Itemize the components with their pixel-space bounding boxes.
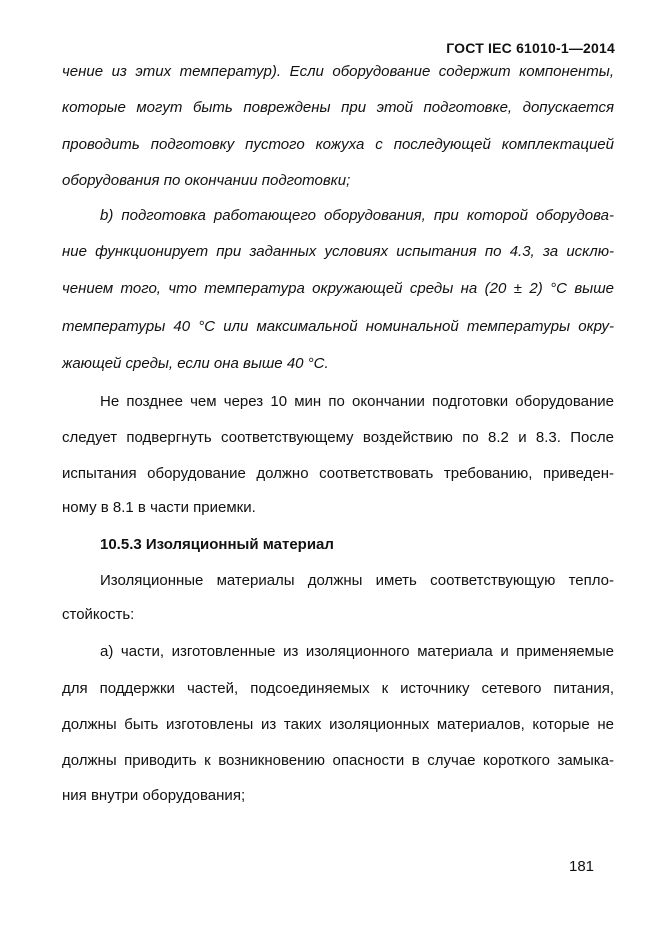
text-line: жающей среды, если она выше 40 °C. <box>62 355 329 372</box>
text-line: Изоляционные материалы должны иметь соответствующую тепло- <box>100 572 614 589</box>
text-line: которые могут быть повреждены при этой подготовке, допускается <box>62 99 614 116</box>
text-line: проводить подготовку пустого кожуха с последующей комплектацией <box>62 136 614 153</box>
text-line: чение из этих температур). Если оборудование содержит компоненты, <box>62 63 614 80</box>
text-line: Не позднее чем через 10 мин по окончании подготовки оборудование <box>100 393 614 410</box>
text-line: следует подвергнуть соответствующему воздействию по 8.2 и 8.3. После <box>62 429 614 446</box>
text-line: ния внутри оборудования; <box>62 787 246 804</box>
text-line: а) части, изготовленные из изоляционного материала и применяемые <box>100 643 614 660</box>
text-line: ние функционирует при заданных условиях испытания по 4.3, за исклю- <box>62 243 614 260</box>
page-header: ГОСТ IEC 61010-1—2014 <box>446 40 615 56</box>
text-line: температуры 40 °C или максимальной номинальной температуры окру- <box>62 318 614 335</box>
text-line: стойкость: <box>62 606 135 623</box>
text-line: чением того, что температура окружающей среды на (20 ± 2) °C выше <box>62 280 614 297</box>
section-heading: 10.5.3 Изоляционный материал <box>100 536 334 553</box>
text-line: b) подготовка работающего оборудования, при которой оборудова- <box>100 207 614 224</box>
text-line: испытания оборудование должно соответствовать требованию, приведен- <box>62 465 614 482</box>
text-line: ному в 8.1 в части приемки. <box>62 499 256 516</box>
page-number: 181 <box>569 858 595 875</box>
text-line: должны приводить к возникновению опасности в случае короткого замыка- <box>62 752 614 769</box>
text-line: должны быть изготовлены из таких изоляционных материалов, которые не <box>62 716 614 733</box>
text-line: оборудования по окончании подготовки; <box>62 172 351 189</box>
text-line: для поддержки частей, подсоединяемых к источнику сетевого питания, <box>62 680 614 697</box>
